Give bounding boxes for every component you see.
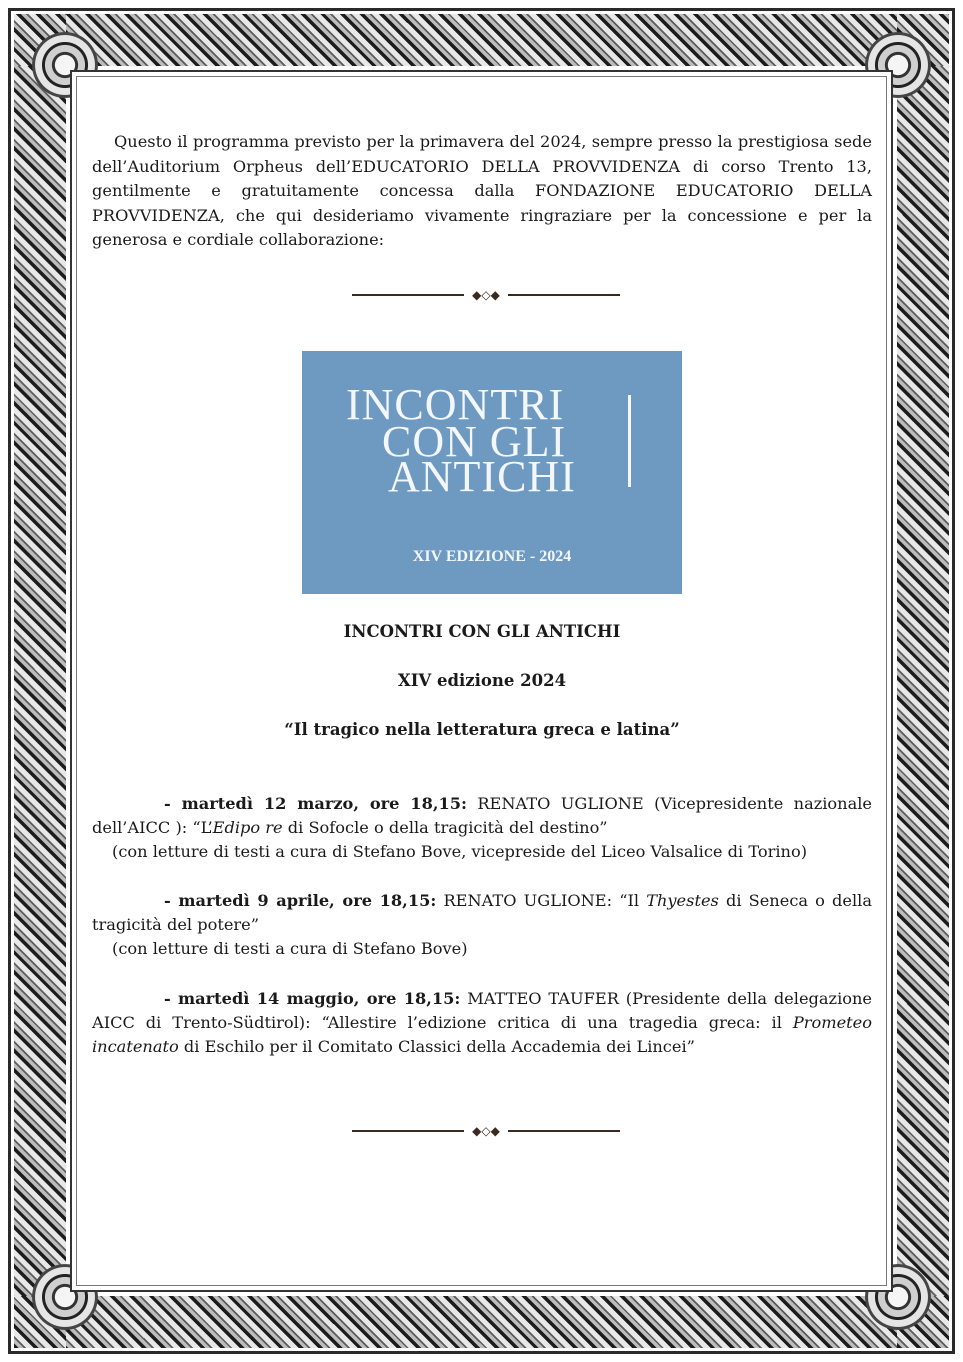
event-title-pre: “Allestire l’edizione critica di una tragedia greca: il <box>321 1013 793 1032</box>
program-theme: “Il tragico nella letteratura greca e latina” <box>284 720 680 739</box>
logo-edition: XIV EDIZIONE - 2024 <box>412 548 572 565</box>
event-logo <box>302 351 682 594</box>
ornament-divider-top <box>352 289 620 301</box>
event-speaker: RENATO UGLIONE: <box>443 891 613 910</box>
event-title-pre: “L’ <box>192 818 213 837</box>
intro-block <box>92 130 872 253</box>
logo-vertical-bar <box>628 395 631 487</box>
event-title-italic: Thyestes <box>646 891 719 910</box>
event-speaker: RENATO UGLIONE <box>477 794 644 813</box>
event-note: (con letture di testi a cura di Stefano Bove) <box>112 939 468 958</box>
diamond-ornament-icon: ◆◇◆ <box>472 288 500 302</box>
logo-line-2: CON GLI <box>382 417 567 466</box>
event-title-italic: Edipo re <box>212 818 283 837</box>
event-title-post: di Seneca o della tragicità del potere” <box>92 891 872 934</box>
program-title: INCONTRI CON GLI ANTICHI <box>343 622 621 641</box>
logo-line-1: INCONTRI <box>346 380 565 429</box>
event-title-post: di Eschilo per il Comitato Classici della Accademia dei Lincei” <box>178 1037 695 1056</box>
intro-paragraph: Questo il programma previsto per la primavera del 2024, sempre presso la prestigiosa sede dell’Auditorium Orpheus dell’EDUCATORIO DELLA PROVVIDENZA di corso Trento 13, gentilmente e gratuitamente concessa dalla FONDAZIONE EDUCATORIO DELLA PROVVIDENZA, che qui desideriamo vivamente ringraziare per la concessione e per la generosa e cordiale collaborazione: <box>92 132 872 249</box>
event-date: - martedì 9 aprile, ore 18,15: <box>164 891 437 910</box>
event-speaker-role: (Vicepresidente nazionale dell’AICC ): <box>92 794 873 837</box>
ornament-divider-bottom <box>352 1125 620 1137</box>
event-title-italic: Prometeo incatenato <box>92 1013 872 1056</box>
event-title-post: di Sofocle o della tragicità del destino” <box>282 818 608 837</box>
event-note: (con letture di testi a cura di Stefano Bove, vicepreside del Liceo Valsalice di Torino) <box>112 842 808 861</box>
program-edition: XIV edizione 2024 <box>397 671 567 690</box>
event-item <box>92 792 872 864</box>
event-item <box>92 987 872 1059</box>
event-speaker-role: (Presidente della delegazione AICC di Trento-Südtirol): <box>92 989 872 1032</box>
event-speaker: MATTEO TAUFER <box>467 989 619 1008</box>
event-title-pre: “Il <box>619 891 647 910</box>
logo-line-3: ANTICHI <box>388 452 576 501</box>
event-item <box>92 889 872 961</box>
event-date: - martedì 12 marzo, ore 18,15: <box>164 794 467 813</box>
event-date: - martedì 14 maggio, ore 18,15: <box>164 989 461 1008</box>
diamond-ornament-icon: ◆◇◆ <box>472 1124 500 1138</box>
